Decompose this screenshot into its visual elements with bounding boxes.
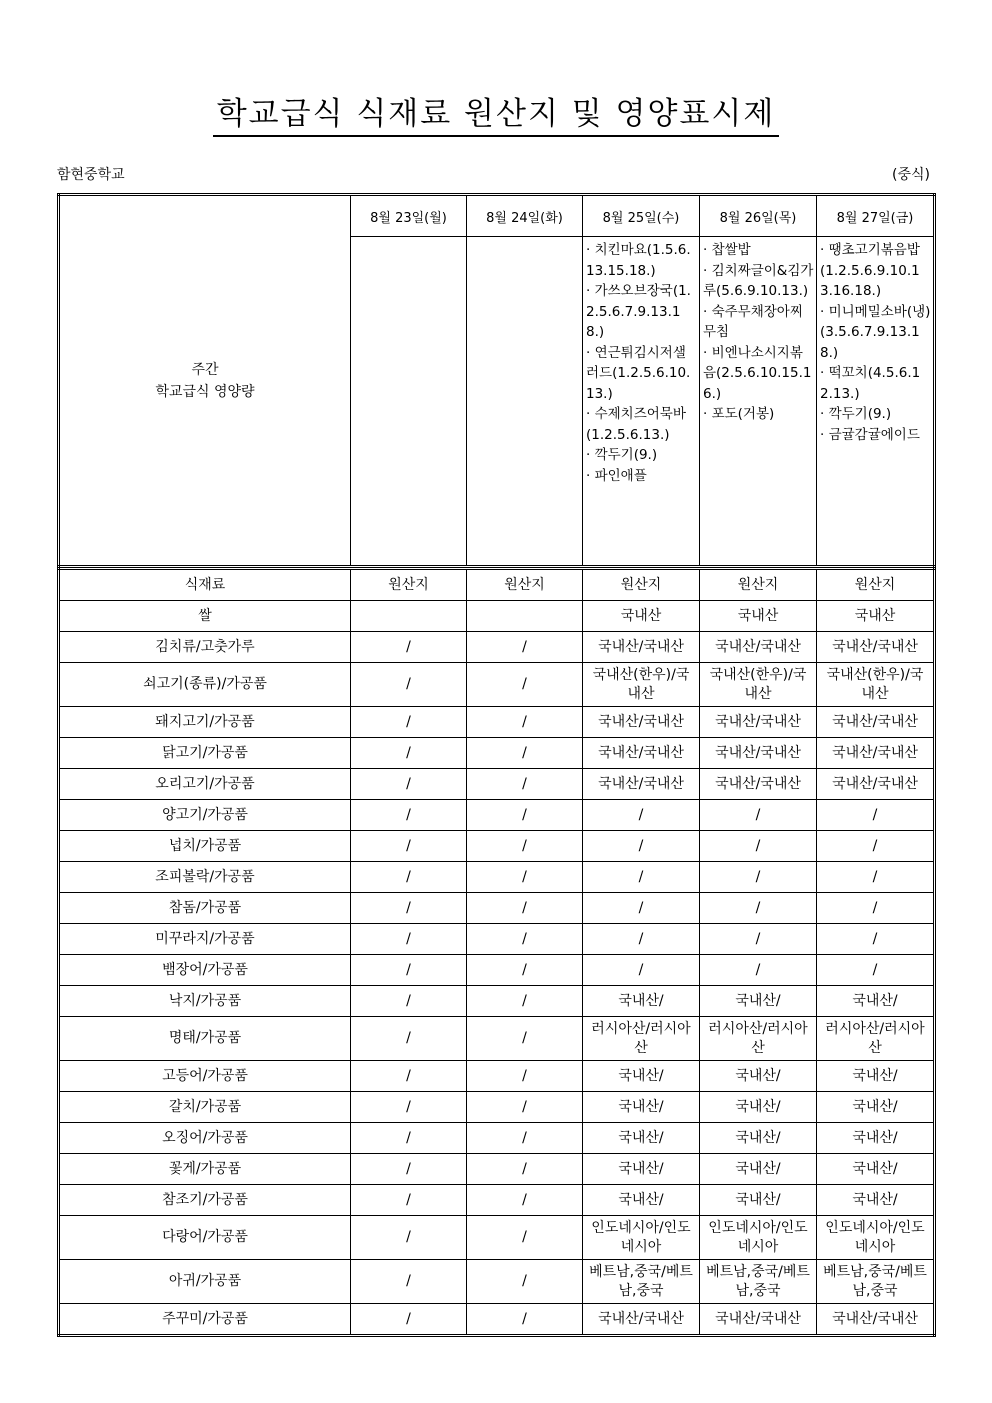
origin-value: / xyxy=(351,800,467,831)
table-row xyxy=(59,955,935,986)
table-row xyxy=(59,1304,935,1336)
origin-value: 국내산/국내산 xyxy=(583,707,700,738)
origin-value: / xyxy=(351,738,467,769)
table-row xyxy=(59,1260,935,1304)
ingredient-name: 돼지고기/가공품 xyxy=(59,707,351,738)
origin-value: / xyxy=(467,738,583,769)
origin-value: 국내산/ xyxy=(583,1154,700,1185)
origin-value: / xyxy=(583,924,700,955)
meal-type: (중식) xyxy=(892,167,930,183)
date-header: 8월 24일(화) xyxy=(467,195,583,237)
ingredient-name: 뱀장어/가공품 xyxy=(59,955,351,986)
table-row xyxy=(59,601,935,632)
ingredient-name: 낙지/가공품 xyxy=(59,986,351,1017)
document-title: 학교급식 식재료 원산지 및 영양표시제 xyxy=(213,88,780,137)
origin-value: / xyxy=(583,893,700,924)
origin-table xyxy=(57,567,936,1337)
table-row xyxy=(59,862,935,893)
menu-cell xyxy=(817,237,935,567)
origin-value: 국내산(한우)/국내산 xyxy=(583,663,700,707)
origin-value: / xyxy=(351,1260,467,1304)
origin-value: 국내산/국내산 xyxy=(817,632,935,663)
document-title-wrap xyxy=(0,88,992,137)
ingredient-header: 식재료 xyxy=(59,569,351,601)
ingredient-name: 참돔/가공품 xyxy=(59,893,351,924)
origin-value: / xyxy=(467,1216,583,1260)
origin-value: 국내산/국내산 xyxy=(700,632,817,663)
menu-item: · 수제치즈어묵바(1.2.5.6.13.) xyxy=(586,406,686,443)
origin-value: 국내산/국내산 xyxy=(700,707,817,738)
origin-value: 베트남,중국/베트남,중국 xyxy=(700,1260,817,1304)
ingredient-name: 미꾸라지/가공품 xyxy=(59,924,351,955)
origin-value: / xyxy=(817,893,935,924)
origin-value: 국내산 xyxy=(583,601,700,632)
origin-value: 국내산/ xyxy=(583,1092,700,1123)
menu-item: · 깍두기(9.) xyxy=(820,406,892,422)
origin-value: / xyxy=(700,955,817,986)
nutrition-label-line1: 주간 xyxy=(191,361,219,378)
origin-value: 베트남,중국/베트남,중국 xyxy=(583,1260,700,1304)
origin-value: / xyxy=(351,1216,467,1260)
nutrition-label-line2: 학교급식 영양량 xyxy=(155,383,255,400)
origin-value xyxy=(467,601,583,632)
origin-value: / xyxy=(700,862,817,893)
table-row xyxy=(59,769,935,800)
origin-value: 인도네시아/인도네시아 xyxy=(817,1216,935,1260)
date-header-row xyxy=(59,195,935,237)
ingredient-name: 명태/가공품 xyxy=(59,1017,351,1061)
menu-item: · 비엔나소시지볶음(2.5.6.10.15.16.) xyxy=(703,344,812,402)
origin-value: / xyxy=(583,862,700,893)
origin-value: 국내산/국내산 xyxy=(817,707,935,738)
menu-item: · 김치짜글이&김가루(5.6.9.10.13.) xyxy=(703,262,814,299)
origin-value: 국내산/ xyxy=(700,1154,817,1185)
origin-value: / xyxy=(351,1304,467,1336)
origin-value: / xyxy=(467,1304,583,1336)
origin-value: / xyxy=(467,1092,583,1123)
weekly-menu-table xyxy=(57,193,936,568)
origin-value: / xyxy=(467,924,583,955)
origin-value: 베트남,중국/베트남,중국 xyxy=(817,1260,935,1304)
date-header: 8월 26일(목) xyxy=(700,195,817,237)
origin-value: 국내산/ xyxy=(700,1092,817,1123)
origin-value: 국내산/국내산 xyxy=(700,738,817,769)
date-header: 8월 27일(금) xyxy=(817,195,935,237)
origin-value: / xyxy=(351,893,467,924)
origin-value: / xyxy=(467,1017,583,1061)
ingredient-name: 넙치/가공품 xyxy=(59,831,351,862)
origin-value: / xyxy=(467,986,583,1017)
menu-cell xyxy=(467,237,583,567)
origin-value: 국내산/국내산 xyxy=(700,1304,817,1336)
origin-value: / xyxy=(351,862,467,893)
ingredient-name: 김치류/고춧가루 xyxy=(59,632,351,663)
origin-value: 국내산/ xyxy=(817,1154,935,1185)
table-row xyxy=(59,1092,935,1123)
ingredient-name: 오징어/가공품 xyxy=(59,1123,351,1154)
origin-value: / xyxy=(351,1092,467,1123)
origin-value: / xyxy=(351,924,467,955)
table-row xyxy=(59,1216,935,1260)
menu-cell xyxy=(700,237,817,567)
menu-item: · 미니메밀소바(냉)(3.5.6.7.9.13.18.) xyxy=(820,303,931,361)
origin-value: / xyxy=(817,800,935,831)
origin-value: 국내산/국내산 xyxy=(700,769,817,800)
origin-value: / xyxy=(467,800,583,831)
ingredient-name: 고등어/가공품 xyxy=(59,1061,351,1092)
table-row xyxy=(59,831,935,862)
origin-value: 국내산/ xyxy=(583,1123,700,1154)
origin-value: / xyxy=(351,1154,467,1185)
origin-value: / xyxy=(351,632,467,663)
ingredient-name: 참조기/가공품 xyxy=(59,1185,351,1216)
origin-value: 러시아산/러시아산 xyxy=(817,1017,935,1061)
origin-value: / xyxy=(817,955,935,986)
menu-item: · 가쓰오브장국(1.2.5.6.7.9.13.18.) xyxy=(586,283,691,340)
origin-value: 국내산/ xyxy=(817,1092,935,1123)
menu-cell xyxy=(583,237,700,567)
origin-value: / xyxy=(351,1185,467,1216)
menu-item: · 파인애플 xyxy=(586,467,647,484)
origin-value: / xyxy=(351,1123,467,1154)
ingredient-name: 쇠고기(종류)/가공품 xyxy=(59,663,351,707)
origin-value: / xyxy=(467,1154,583,1185)
origin-value: / xyxy=(467,1260,583,1304)
origin-value: 국내산/ xyxy=(700,1061,817,1092)
origin-value: 국내산/국내산 xyxy=(583,632,700,663)
origin-value: 국내산 xyxy=(817,601,935,632)
ingredient-name: 아귀/가공품 xyxy=(59,1260,351,1304)
origin-value: / xyxy=(700,893,817,924)
date-header: 8월 23일(월) xyxy=(351,195,467,237)
ingredient-name: 다랑어/가공품 xyxy=(59,1216,351,1260)
table-row xyxy=(59,986,935,1017)
origin-value: 국내산/ xyxy=(700,1185,817,1216)
origin-header: 원산지 xyxy=(817,569,935,601)
table-row xyxy=(59,1154,935,1185)
origin-value: 러시아산/러시아산 xyxy=(583,1017,700,1061)
menu-item: · 치킨마요(1.5.6.13.15.18.) xyxy=(586,242,691,279)
origin-value: / xyxy=(351,1061,467,1092)
origin-value: 인도네시아/인도네시아 xyxy=(583,1216,700,1260)
menu-item: · 땡초고기볶음밥(1.2.5.6.9.10.13.16.18.) xyxy=(820,242,920,299)
origin-value: 인도네시아/인도네시아 xyxy=(700,1216,817,1260)
menu-item: · 숙주무채장아찌무침 xyxy=(703,303,803,340)
origin-value: 국내산/ xyxy=(583,986,700,1017)
menu-item: · 깍두기(9.) xyxy=(586,447,658,463)
origin-header: 원산지 xyxy=(583,569,700,601)
menu-item: · 떡꼬치(4.5.6.12.13.) xyxy=(820,365,921,402)
table-row xyxy=(59,663,935,707)
origin-value: 러시아산/러시아산 xyxy=(700,1017,817,1061)
origin-value: 국내산/ xyxy=(817,1123,935,1154)
origin-value: / xyxy=(351,955,467,986)
table-row xyxy=(59,1017,935,1061)
ingredient-name: 양고기/가공품 xyxy=(59,800,351,831)
origin-value: / xyxy=(467,769,583,800)
origin-header: 원산지 xyxy=(700,569,817,601)
school-name: 함현중학교 xyxy=(57,167,125,183)
origin-value: 국내산/ xyxy=(583,1185,700,1216)
origin-value: 국내산(한우)/국내산 xyxy=(817,663,935,707)
origin-value: / xyxy=(467,893,583,924)
ingredient-name: 주꾸미/가공품 xyxy=(59,1304,351,1336)
table-row xyxy=(59,1061,935,1092)
origin-value: 국내산/ xyxy=(583,1061,700,1092)
origin-header: 원산지 xyxy=(467,569,583,601)
origin-value: / xyxy=(467,707,583,738)
origin-value: / xyxy=(467,663,583,707)
origin-value: 국내산/국내산 xyxy=(583,769,700,800)
origin-value: 국내산/ xyxy=(817,1061,935,1092)
ingredient-name: 갈치/가공품 xyxy=(59,1092,351,1123)
origin-value: / xyxy=(467,1061,583,1092)
origin-value: 국내산/ xyxy=(700,1123,817,1154)
table-row xyxy=(59,893,935,924)
origin-value: / xyxy=(583,800,700,831)
origin-value: / xyxy=(700,800,817,831)
origin-value: / xyxy=(583,955,700,986)
origin-value: / xyxy=(467,831,583,862)
origin-value: / xyxy=(351,1017,467,1061)
origin-value: / xyxy=(467,862,583,893)
origin-value: 국내산/국내산 xyxy=(817,738,935,769)
origin-value: 국내산/ xyxy=(817,986,935,1017)
origin-value: / xyxy=(467,632,583,663)
ingredient-name: 쌀 xyxy=(59,601,351,632)
origin-value: 국내산/국내산 xyxy=(817,1304,935,1336)
origin-value xyxy=(351,601,467,632)
table-row xyxy=(59,738,935,769)
ingredient-name: 조피볼락/가공품 xyxy=(59,862,351,893)
table-row xyxy=(59,1123,935,1154)
ingredient-name: 꽃게/가공품 xyxy=(59,1154,351,1185)
origin-value: / xyxy=(467,1185,583,1216)
origin-value: / xyxy=(351,707,467,738)
origin-value: 국내산 xyxy=(700,601,817,632)
table-row xyxy=(59,707,935,738)
origin-value: 국내산/국내산 xyxy=(817,769,935,800)
origin-value: / xyxy=(817,924,935,955)
menu-cell xyxy=(351,237,467,567)
nutrition-label-cell xyxy=(59,195,351,567)
origin-value: / xyxy=(700,831,817,862)
table-row xyxy=(59,1185,935,1216)
menu-item: · 포도(거봉) xyxy=(703,406,775,422)
table-row xyxy=(59,632,935,663)
menu-item: · 연근튀김시저샐러드(1.2.5.6.10.13.) xyxy=(586,344,691,402)
ingredient-name: 오리고기/가공품 xyxy=(59,769,351,800)
menu-item: · 찹쌀밥 xyxy=(703,242,751,258)
menu-item: · 금귤감귤에이드 xyxy=(820,426,920,443)
origin-value: 국내산/국내산 xyxy=(583,738,700,769)
origin-header: 원산지 xyxy=(351,569,467,601)
origin-value: / xyxy=(351,663,467,707)
ingredient-name: 닭고기/가공품 xyxy=(59,738,351,769)
origin-value: / xyxy=(467,955,583,986)
table-row xyxy=(59,800,935,831)
origin-header-row xyxy=(59,569,935,601)
origin-value: / xyxy=(351,831,467,862)
origin-value: / xyxy=(817,862,935,893)
origin-value: 국내산/국내산 xyxy=(583,1304,700,1336)
date-header: 8월 25일(수) xyxy=(583,195,700,237)
origin-value: / xyxy=(351,769,467,800)
origin-value: 국내산/ xyxy=(817,1185,935,1216)
table-row xyxy=(59,924,935,955)
origin-value: / xyxy=(700,924,817,955)
origin-value: 국내산/ xyxy=(700,986,817,1017)
origin-value: / xyxy=(817,831,935,862)
origin-value: / xyxy=(467,1123,583,1154)
origin-value: / xyxy=(583,831,700,862)
origin-value: / xyxy=(351,986,467,1017)
origin-value: 국내산(한우)/국내산 xyxy=(700,663,817,707)
